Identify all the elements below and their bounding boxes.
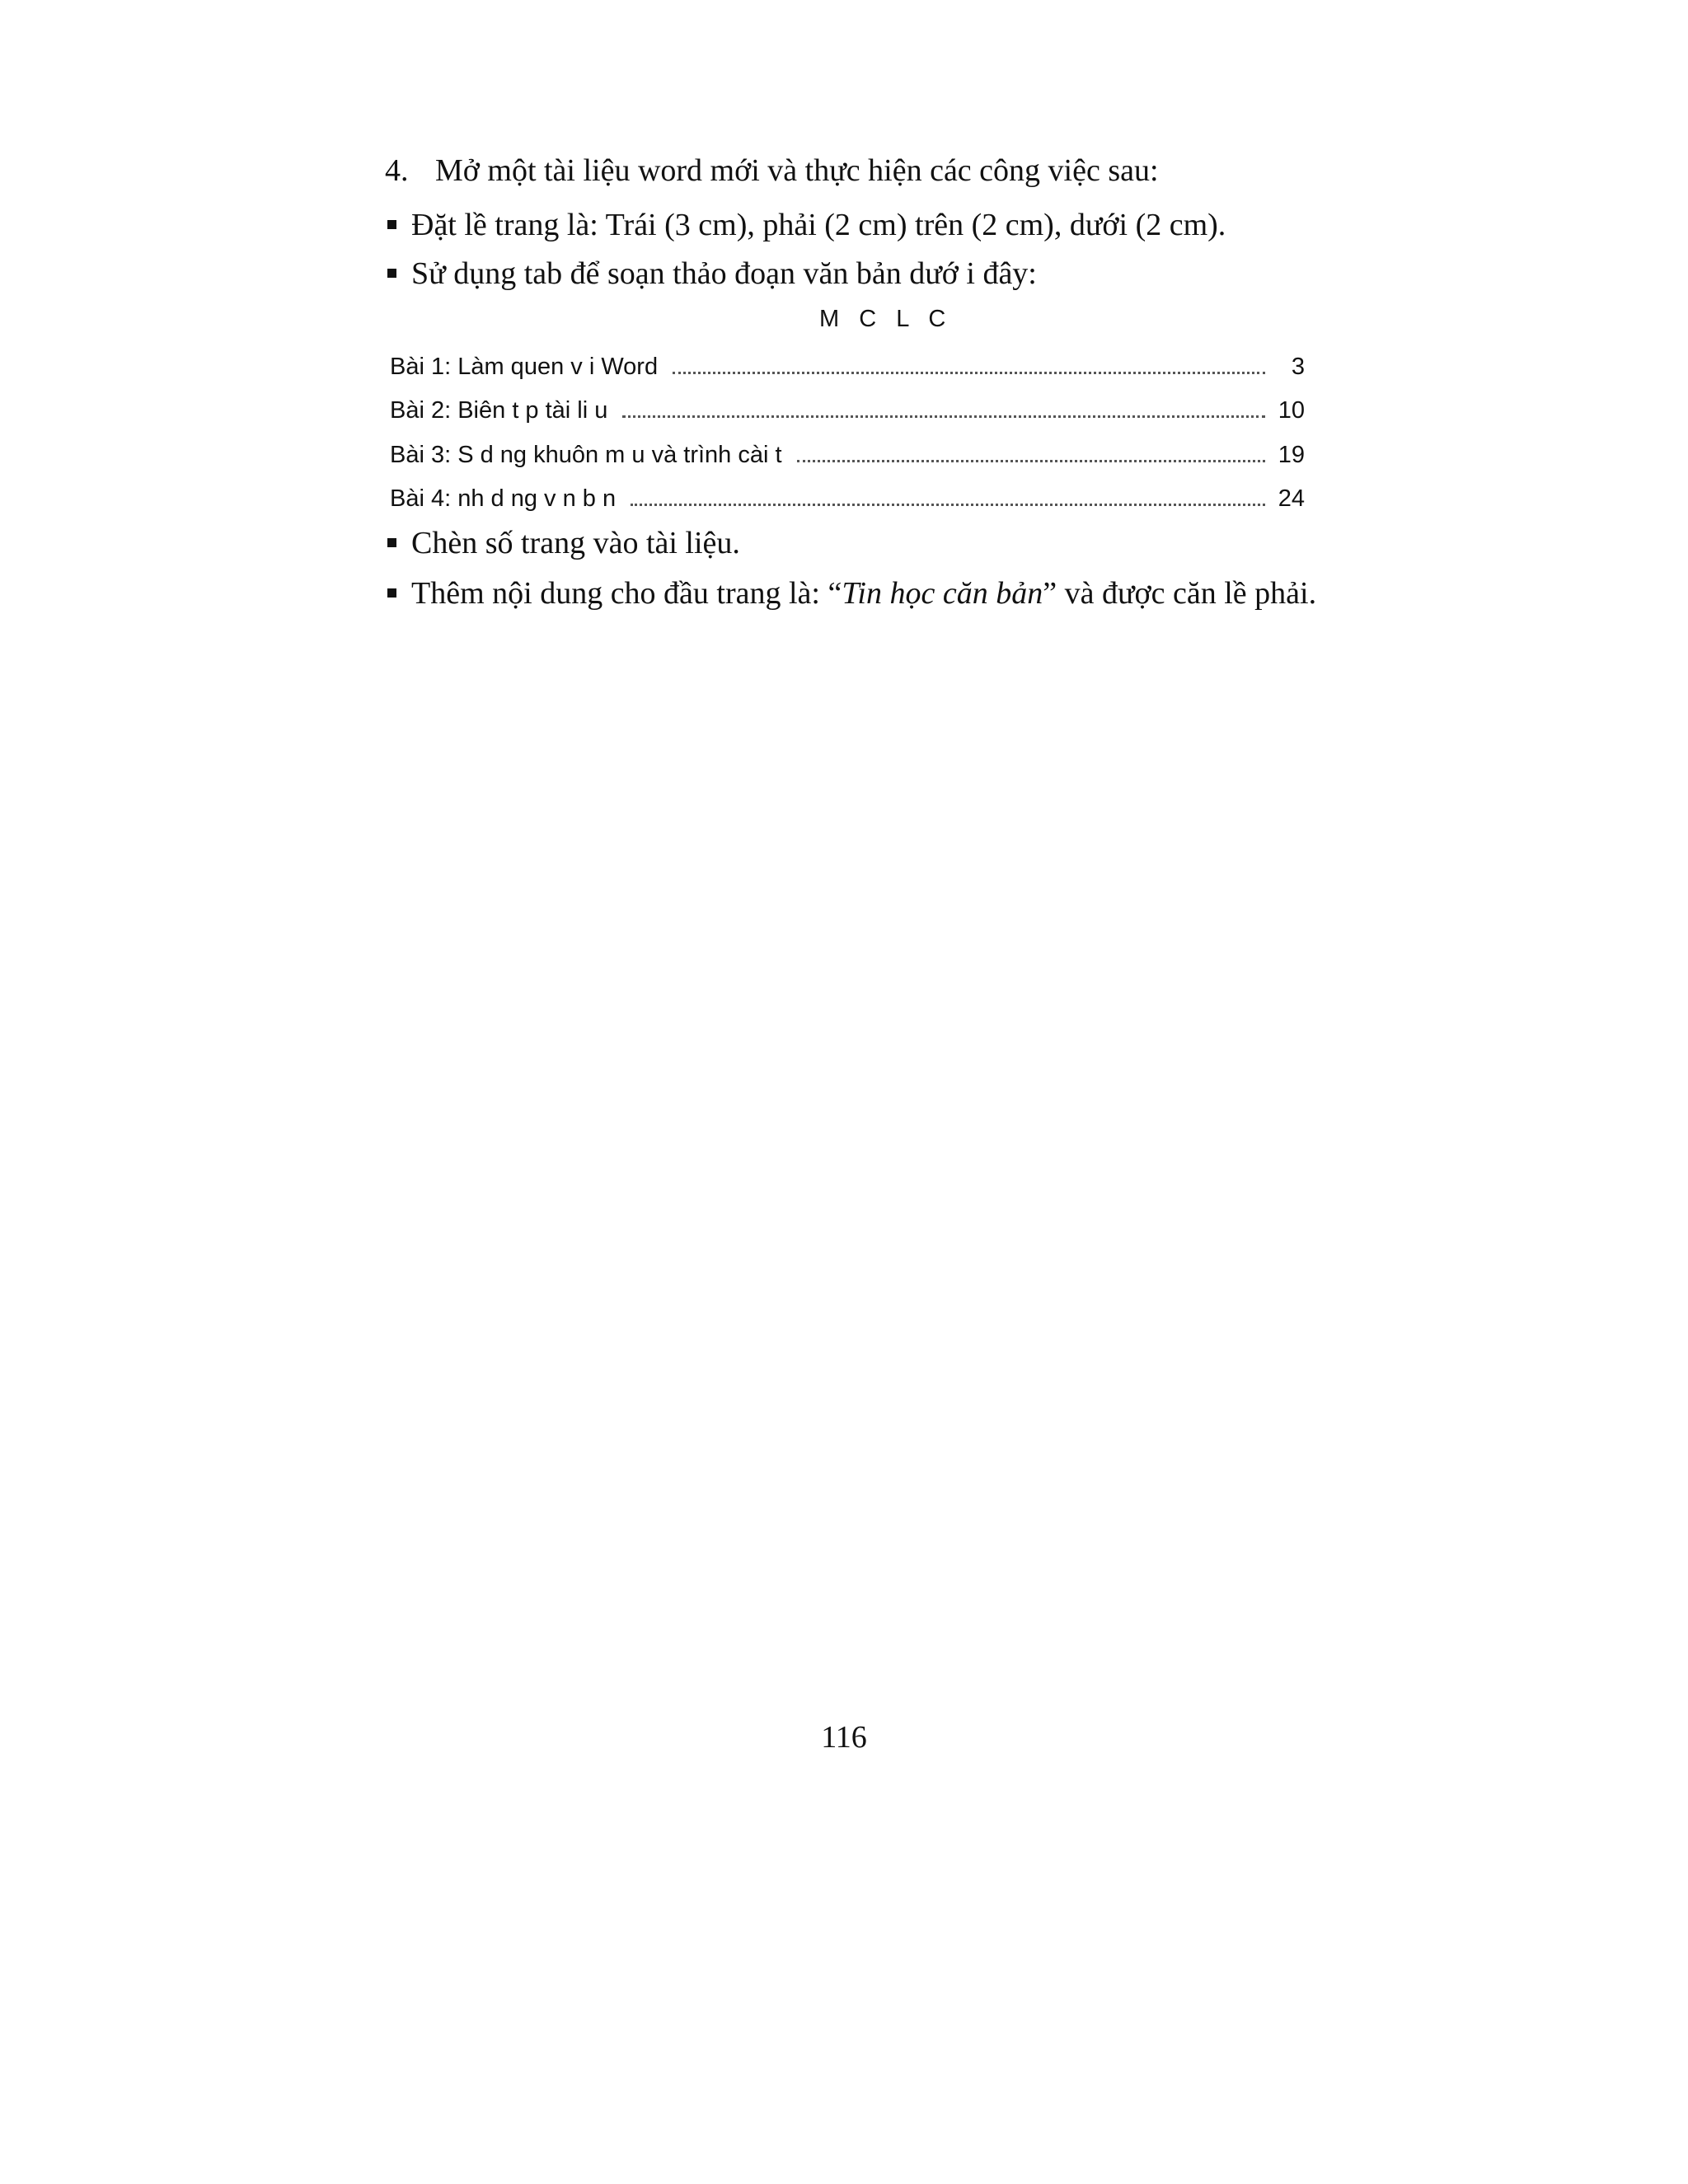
toc-entry-label: Bài 1: Làm quen v i Word bbox=[390, 354, 659, 380]
bullet-item-page-numbers bbox=[387, 527, 740, 559]
exercise-number: 4. bbox=[385, 153, 409, 188]
bullet-text: Đặt lề trang là: Trái (3 cm), phải (2 cm) trên (2 cm), dưới (2 cm). bbox=[411, 208, 1226, 242]
toc-dot-leader bbox=[631, 503, 1265, 506]
toc-entry-label: Bài 2: Biên t p tài li u bbox=[390, 397, 608, 424]
toc-entry bbox=[390, 346, 1305, 379]
toc-dot-leader bbox=[673, 371, 1265, 374]
toc-dot-leader bbox=[797, 459, 1265, 462]
toc-entry bbox=[390, 390, 1305, 423]
toc-entry-label: Bài 4: nh d ng v n b n bbox=[390, 485, 617, 512]
square-bullet-icon bbox=[387, 220, 396, 229]
bullet-item-margins bbox=[387, 209, 1226, 241]
square-bullet-icon bbox=[387, 588, 396, 598]
bullet-text: Chèn số trang vào tài liệu. bbox=[411, 526, 740, 560]
header-open-quote: “ bbox=[828, 576, 842, 611]
header-text-italic: Tin học căn bản bbox=[842, 576, 1043, 611]
toc-entry-page: 24 bbox=[1278, 485, 1305, 512]
bullet-text: Thêm nội dung cho đầu trang là: bbox=[411, 576, 828, 611]
header-text-suffix: và được căn lề phải. bbox=[1057, 576, 1317, 611]
header-close-quote: ” bbox=[1043, 576, 1057, 611]
toc-entry-page: 19 bbox=[1278, 442, 1305, 468]
bullet-item-tabs bbox=[387, 258, 1037, 289]
toc-entry-page: 3 bbox=[1291, 354, 1305, 380]
toc-title: M C L C bbox=[819, 306, 953, 332]
toc-entry-label: Bài 3: S d ng khuôn m u và trình cài t bbox=[390, 442, 782, 468]
toc-entry bbox=[390, 434, 1305, 467]
bullet-item-header bbox=[387, 578, 1316, 609]
toc-dot-leader bbox=[622, 415, 1265, 418]
bullet-text: Sử dụng tab để soạn thảo đoạn văn bản dướ i đây: bbox=[411, 256, 1037, 291]
exercise-heading bbox=[385, 155, 1159, 186]
square-bullet-icon bbox=[387, 269, 396, 278]
page-number: 116 bbox=[821, 1720, 867, 1755]
toc-entry-page: 10 bbox=[1278, 397, 1305, 424]
toc-entry bbox=[390, 478, 1305, 511]
square-bullet-icon bbox=[387, 538, 396, 547]
exercise-heading-text: Mở một tài liệu word mới và thực hiện các công việc sau: bbox=[435, 153, 1159, 188]
